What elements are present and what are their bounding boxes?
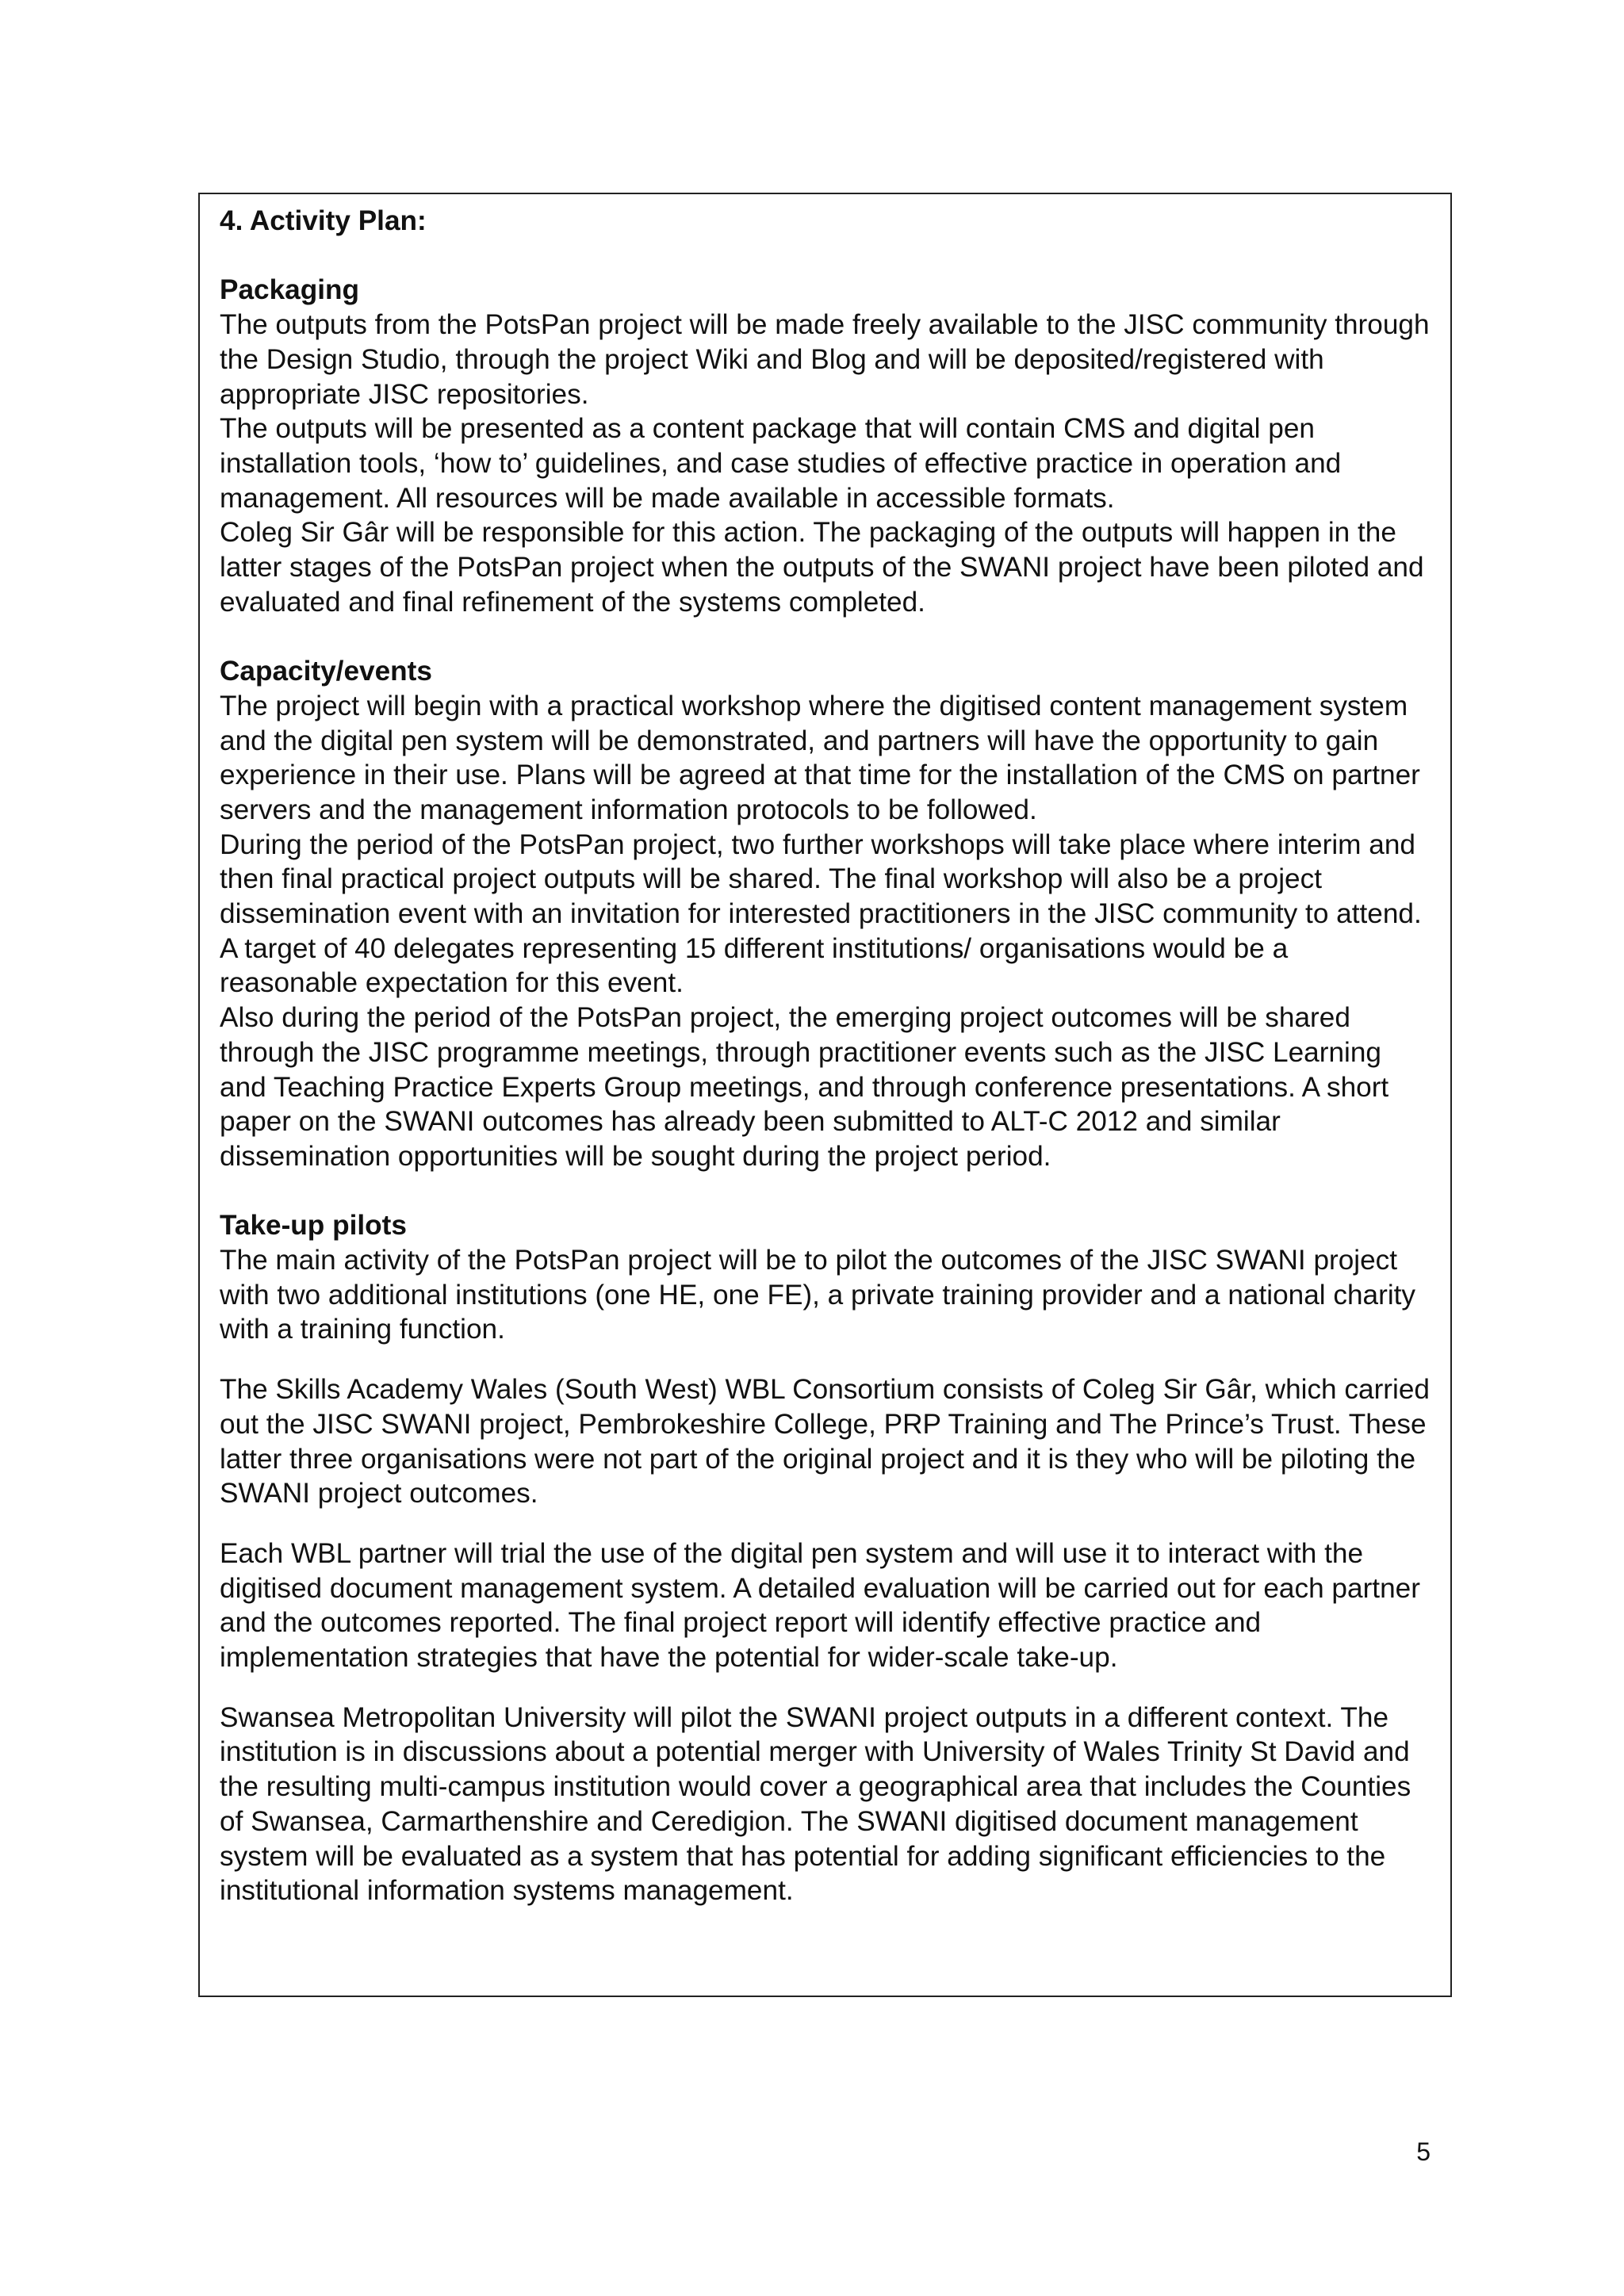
paragraph: The Skills Academy Wales (South West) WBL Consortium consists of Coleg Sir Gâr, which carried out the JISC SWANI project, Pembrokeshire College, PRP Training and The Prince’s Trust. These latter three organisations were not part of the original project and it is they who will be piloting the SWANI project outcomes. [220, 1374, 1430, 1510]
paragraph: The main activity of the PotsPan project will be to pilot the outcomes of the JISC SWANI project with two additional institutions (one HE, one FE), a private training provider and a national charity with a training function. [220, 1245, 1416, 1345]
section-heading-packaging: Packaging [220, 274, 360, 306]
section-capacity-events [220, 654, 1430, 1174]
paragraph: The outputs from the PotsPan project will be made freely available to the JISC community through the Design Studio, through the project Wiki and Blog and will be deposited/registered with appropriate JISC repositories. [220, 309, 1430, 410]
paragraph: During the period of the PotsPan project, two further workshops will take place where interim and then final practical project outputs will be shared. The final workshop will also be a project dissemination event with an invitation for interested practitioners in the JISC community to attend. A target of 40 delegates representing 15 different institutions/ organisations would be a reasonable expectation for this event. [220, 828, 1422, 999]
page-number: 5 [1416, 2137, 1431, 2166]
activity-plan-box [198, 193, 1452, 1997]
paragraph: The outputs will be presented as a content package that will contain CMS and digital pen installation tools, ‘how to’ guidelines, and case studies of effective practice in operation and management. All resources will be made available in accessible formats. [220, 413, 1342, 514]
section-packaging [220, 273, 1430, 619]
paragraph: Coleg Sir Gâr will be responsible for this action. The packaging of the outputs will happen in the latter stages of the PotsPan project when the outputs of the SWANI project have been piloted and evaluated and final refinement of the systems completed. [220, 517, 1424, 618]
section-heading-capacity-events: Capacity/events [220, 656, 432, 687]
main-heading: 4. Activity Plan: [220, 205, 427, 236]
section-heading-take-up-pilots: Take-up pilots [220, 1210, 407, 1242]
section-take-up-pilots [220, 1208, 1430, 1908]
paragraph: The project will begin with a practical workshop where the digitised content management system and the digital pen system will be demonstrated, and partners will have the opportunity to gain experience in their use. Plans will be agreed at that time for the installation of the CMS on partner servers and the management information protocols to be followed. [220, 690, 1420, 825]
paragraph: Swansea Metropolitan University will pilot the SWANI project outputs in a different context. The institution is in discussions about a potential merger with University of Wales Trinity St David and the resulting multi-campus institution would cover a geographical area that includes the Counties of Swansea, Carmarthenshire and Ceredigion. The SWANI digitised document management system will be evaluated as a system that has potential for adding significant efficiencies to the institutional information systems management. [220, 1701, 1411, 1907]
paragraph: Each WBL partner will trial the use of the digital pen system and will use it to interact with the digitised document management system. A detailed evaluation will be carried out for each partner and the outcomes reported. The final project report will identify effective practice and implementation strategies that have the potential for wider-scale take-up. [220, 1537, 1420, 1674]
paragraph: Also during the period of the PotsPan project, the emerging project outcomes will be shared through the JISC programme meetings, through practitioner events such as the JISC Learning and Teaching Practice Experts Group meetings, and through conference presentations. A short paper on the SWANI outcomes has already been submitted to ALT-C 2012 and similar dissemination opportunities will be sought during the project period. [220, 1002, 1389, 1172]
